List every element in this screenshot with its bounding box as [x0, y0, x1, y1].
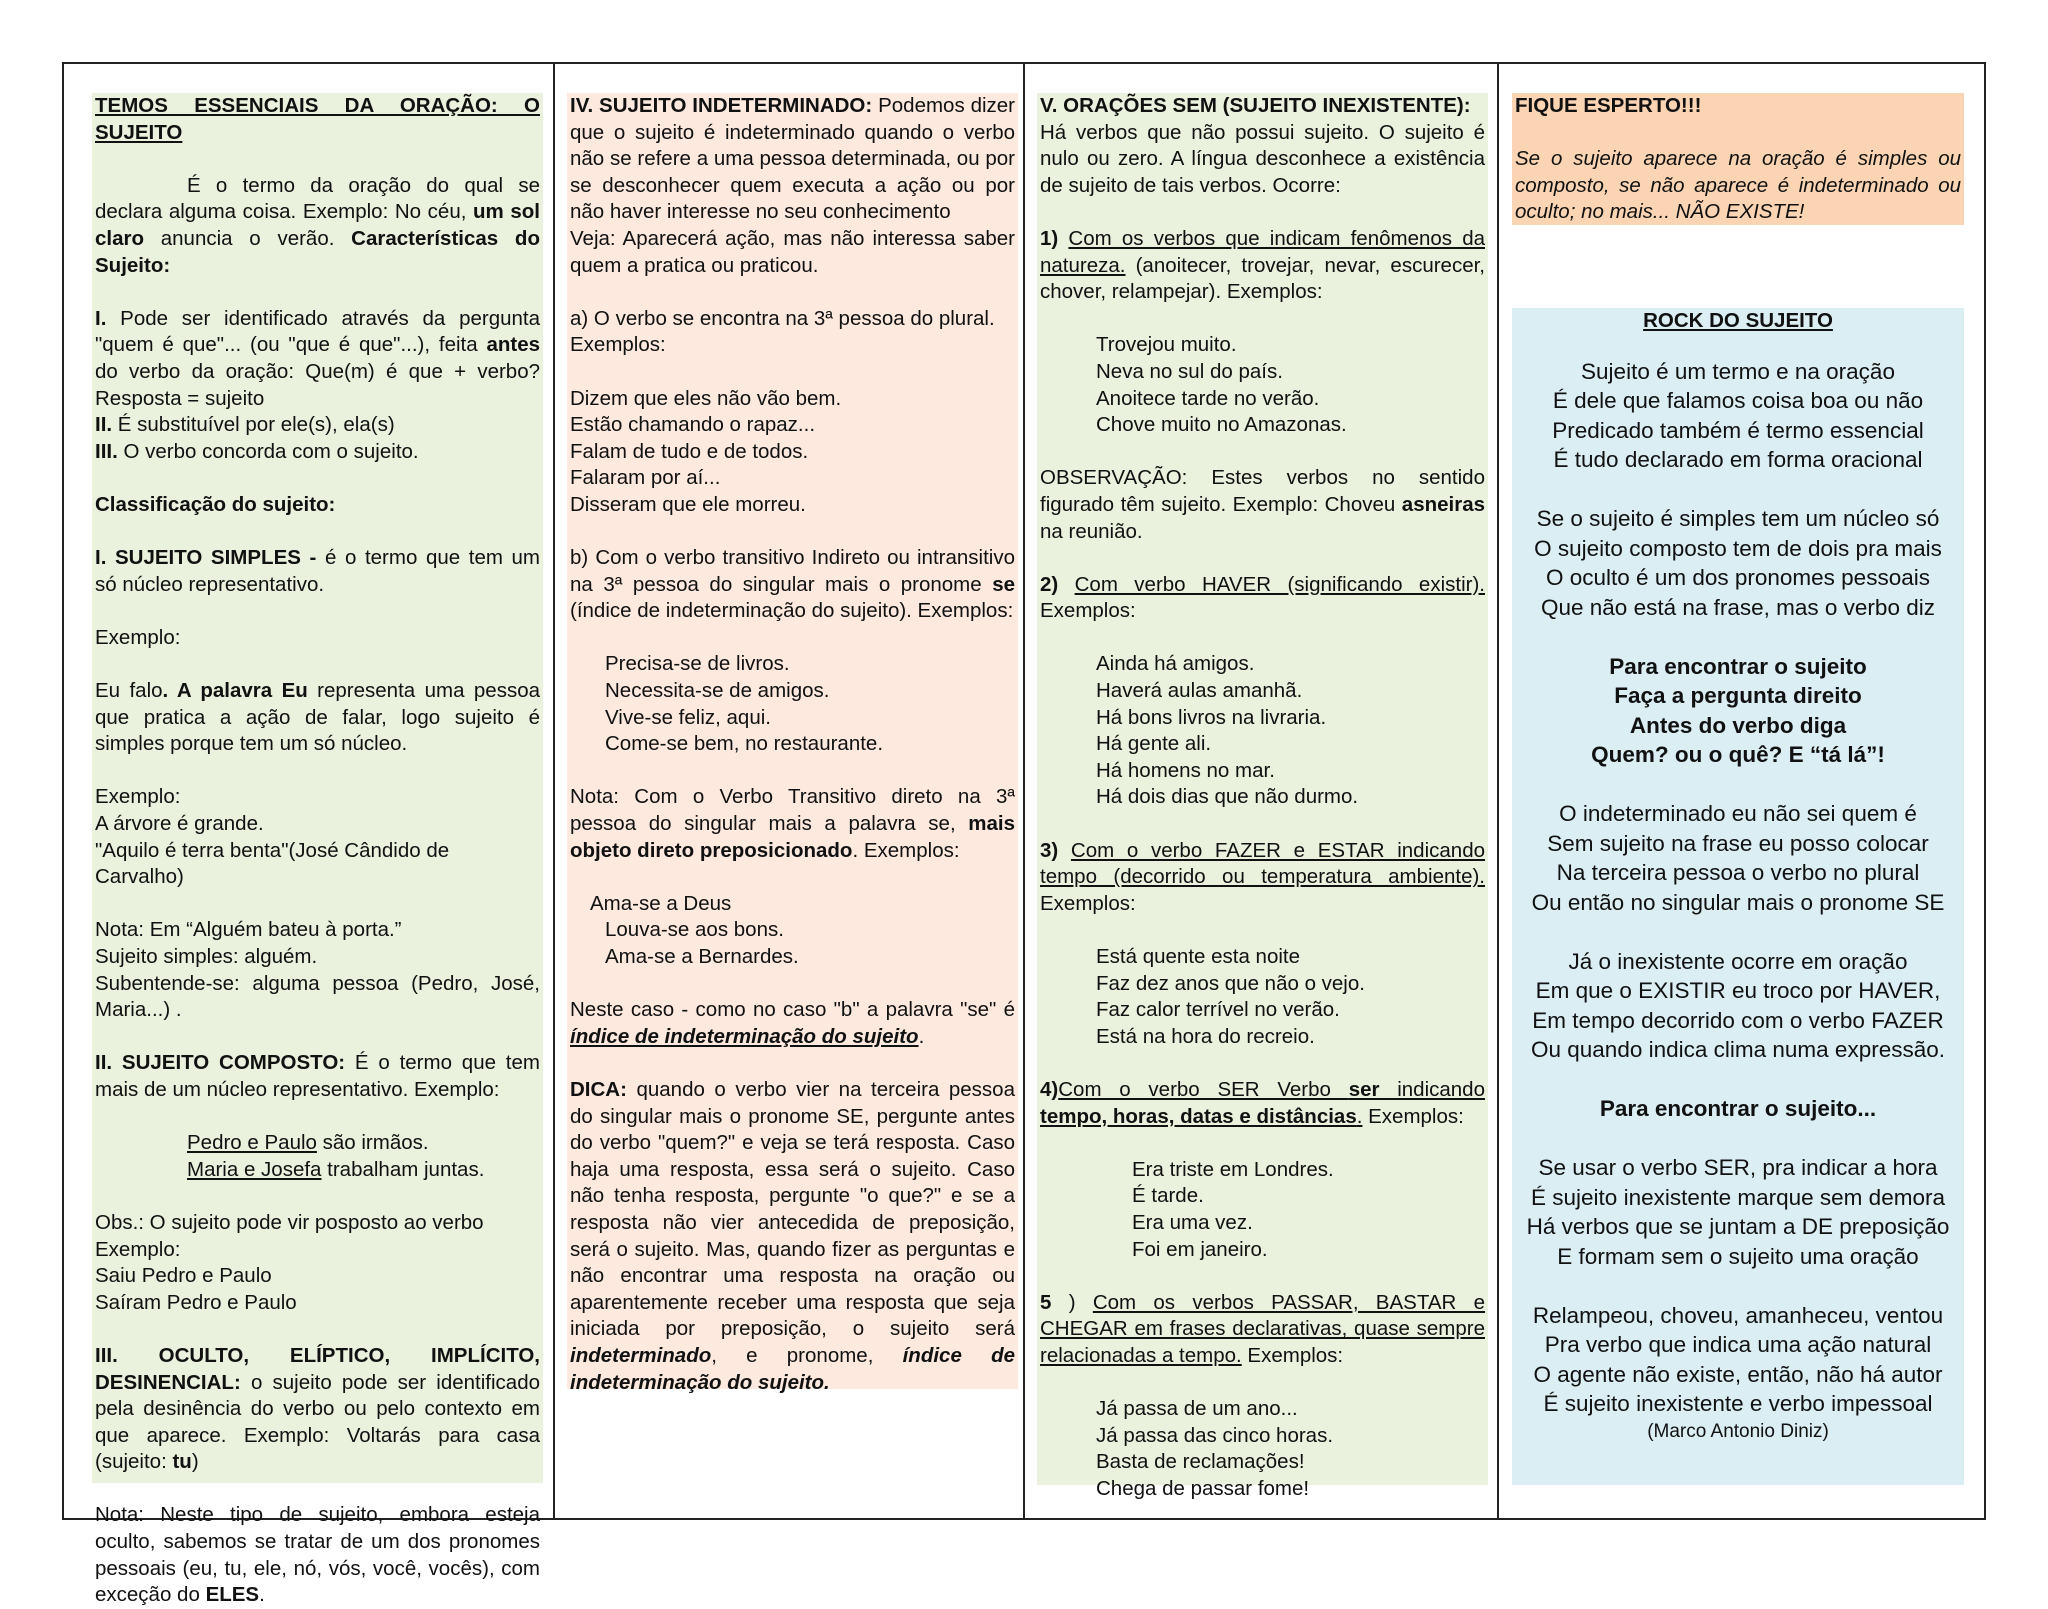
section-title: V. ORAÇÕES SEM (SUJEITO INEXISTENTE):: [1040, 94, 1471, 117]
paragraph: Nota: Neste tipo de sujeito, embora esteja oculto, sabemos se tratar de um dos pronomes pessoais (eu, tu, ele, nó, vós, você, vocês), com exceção do ELES.: [95, 1503, 540, 1607]
column-3-text: [1037, 93, 1488, 1500]
example-line: Chove muito no Amazonas.: [1096, 413, 1347, 437]
example-list: [1040, 651, 1485, 811]
fique-text: Se o sujeito aparece na oração é simples ou composto, se não aparece é indeterminado ou oculto; no mais... NÃO EXISTE!: [1515, 147, 1961, 224]
poem-line: Sem sujeito na frase eu posso colocar: [1547, 830, 1929, 856]
paragraph: Exemplo:: [95, 785, 181, 809]
column-1-text: [92, 93, 543, 1607]
note-line: Subentende-se: alguma pessoa (Pedro, José, Maria...) .: [95, 971, 540, 1022]
poem-line: Quem? ou o quê? E “tá lá”!: [1591, 742, 1885, 768]
poem-line: Para encontrar o sujeito: [1609, 653, 1867, 679]
example-line: Faz calor terrível no verão.: [1096, 998, 1340, 1022]
paragraph: II. SUJEITO COMPOSTO: É o termo que tem mais de um núcleo representativo. Exemplo:: [95, 1051, 540, 1101]
paragraph: 4)Com o verbo SER Verbo ser indicando tempo, horas, datas e distâncias. Exemplos:: [1040, 1077, 1485, 1128]
example-line: Falaram por aí...: [570, 466, 721, 490]
paragraph: É o termo da oração do qual se declara alguma coisa. Exemplo: No céu, um sol claro anuncia o verão. Características do Sujeito:: [95, 173, 540, 277]
example-line: Louva-se aos bons.: [605, 918, 784, 942]
paragraph: III. O verbo concorda com o sujeito.: [95, 439, 419, 463]
example-line: A árvore é grande.: [95, 812, 264, 836]
paragraph: OBSERVAÇÃO: Estes verbos no sentido figurado têm sujeito. Exemplo: Choveu asneiras na reunião.: [1040, 466, 1485, 543]
example-line: Há bons livros na livraria.: [1096, 705, 1327, 729]
poem-line: Em tempo decorrido com o verbo FAZER: [1532, 1007, 1944, 1033]
example-line: Há gente ali.: [1096, 732, 1212, 756]
column-2: [555, 64, 1025, 1518]
paragraph: Obs.: O sujeito pode vir posposto ao verbo: [95, 1210, 484, 1234]
paragraph: I. SUJEITO SIMPLES - é o termo que tem um só núcleo representativo.: [95, 546, 541, 596]
note-line: Sujeito simples: alguém.: [95, 945, 318, 968]
fique-title: FIQUE ESPERTO!!!: [1515, 94, 1702, 117]
poem-line: É sujeito inexistente marque sem demora: [1531, 1184, 1945, 1210]
example-line: Neva no sul do país.: [1096, 359, 1283, 383]
poem-line: O indeterminado eu não sei quem é: [1559, 801, 1917, 827]
fique-esperto-box: [1512, 93, 1964, 225]
example-line: Maria e Josefa trabalham juntas.: [187, 1157, 485, 1181]
paragraph: a) O verbo se encontra na 3ª pessoa do plural. Exemplos:: [570, 306, 995, 357]
example-list: [1040, 944, 1485, 1050]
paragraph: Neste caso - como no caso "b" a palavra "se" é índice de indeterminação do sujeito.: [570, 998, 1015, 1048]
example-line: Ama-se a Deus: [590, 891, 732, 915]
example-line: Saíram Pedro e Paulo: [95, 1290, 297, 1314]
paragraph: b) Com o verbo transitivo Indireto ou intransitivo na 3ª pessoa do singular mais o pronome se (índice de indeterminação do sujeito). Exemplos:: [570, 546, 1015, 623]
paragraph: Veja: Aparecerá ação, mas não interessa saber quem a pratica ou praticou.: [570, 226, 1015, 277]
note-line: Nota: Em “Alguém bateu à porta.”: [95, 918, 402, 942]
example-line: Disseram que ele morreu.: [570, 492, 806, 516]
poem-line: Predicado também é termo essencial: [1552, 417, 1924, 443]
subsection-title: Classificação do sujeito:: [95, 492, 336, 516]
column-3: [1025, 64, 1499, 1518]
paragraph: Nota: Com o Verbo Transitivo direto na 3ª pessoa do singular mais a palavra se, mais objeto direto preposicionado. Exemplos:: [570, 785, 1015, 862]
example-list: [570, 386, 1015, 519]
example-line: Foi em janeiro.: [1132, 1237, 1268, 1261]
poem-line: Pra verbo que indica uma ação natural: [1544, 1332, 1932, 1358]
poem-title: ROCK DO SUJEITO: [1643, 309, 1833, 332]
poem-line: Em que o EXISTIR eu troco por HAVER,: [1535, 978, 1941, 1004]
paragraph: Há verbos que não possui sujeito. O sujeito é nulo ou zero. A língua desconhece a existência de sujeito de tais verbos. Ocorre:: [1040, 120, 1485, 197]
example-line: Está na hora do recreio.: [1096, 1024, 1315, 1048]
example-line: Trovejou muito.: [1096, 333, 1237, 357]
example-line: Há homens no mar.: [1096, 758, 1275, 782]
example-line: Era uma vez.: [1132, 1210, 1253, 1234]
example-line: É tarde.: [1132, 1184, 1204, 1208]
example-list: [1040, 1396, 1485, 1502]
paragraph: IV. SUJEITO INDETERMINADO: Podemos dizer que o sujeito é indeterminado quando o verbo não se refere a uma pessoa determinada, ou por se desconhecer quem executa a ação ou por não haver interesse no seu conhecimento: [570, 94, 1015, 224]
example-line: Necessita-se de amigos.: [605, 679, 830, 703]
poem-line: E formam sem o sujeito uma oração: [1557, 1243, 1919, 1269]
example-line: Já passa de um ano...: [1096, 1397, 1298, 1421]
example-line: Há dois dias que não durmo.: [1096, 785, 1359, 809]
example-line: Faz dez anos que não o vejo.: [1096, 971, 1365, 995]
example-line: Basta de reclamações!: [1096, 1450, 1305, 1474]
poem-line: O oculto é um dos pronomes pessoais: [1546, 565, 1930, 591]
poem-line: Ou quando indica clima numa expressão.: [1531, 1037, 1945, 1063]
example-line: Vive-se feliz, aqui.: [605, 705, 771, 729]
poem-line: Que não está na frase, mas o verbo diz: [1541, 594, 1935, 620]
poem-author: (Marco Antonio Diniz): [1647, 1420, 1829, 1442]
poem-line: Há verbos que se juntam a DE preposição: [1526, 1214, 1950, 1240]
example-line: Chega de passar fome!: [1096, 1476, 1310, 1500]
poem-line: É sujeito inexistente e verbo impessoal: [1543, 1391, 1933, 1417]
example-line: Estão chamando o rapaz...: [570, 413, 816, 437]
paragraph: III. OCULTO, ELÍPTICO, IMPLÍCITO, DESINENCIAL: o sujeito pode ser identificado pela desinência do verbo ou pelo contexto em que aparece. Exemplo: Voltarás para casa (sujeito: tu): [95, 1343, 540, 1474]
example-list: [1040, 1157, 1485, 1263]
example-line: Anoitece tarde no verão.: [1096, 386, 1320, 410]
example-line: Está quente esta noite: [1096, 945, 1301, 968]
poem-stanza: [1515, 357, 1961, 1419]
example-line: Haverá aulas amanhã.: [1096, 679, 1303, 703]
example-list: [1040, 332, 1485, 438]
example-line: Ainda há amigos.: [1096, 652, 1255, 676]
example-list: [570, 917, 1015, 970]
rock-do-sujeito-box: [1512, 308, 1964, 1485]
column-4: [1499, 64, 1986, 1518]
paragraph: I. Pode ser identificado através da pergunta "quem é que"... (ou "que é que"...), feita antes do verbo da oração: Que(m) é que + verbo? Resposta = sujeito: [95, 306, 540, 410]
example-line: Já passa das cinco horas.: [1096, 1423, 1334, 1447]
poem-line: Relampeou, choveu, amanheceu, ventou: [1532, 1302, 1944, 1328]
poem-line: Faça a pergunta direito: [1614, 683, 1862, 709]
poem-line: Antes do verbo diga: [1629, 712, 1847, 738]
column-2-text: [567, 93, 1018, 1394]
trifold-table: [62, 62, 1986, 1607]
paragraph: Eu falo. A palavra Eu representa uma pessoa que pratica a ação de falar, logo sujeito é simples porque tem um só núcleo.: [95, 679, 540, 756]
poem-line: Para encontrar o sujeito...: [1599, 1096, 1877, 1122]
poem-line: Ou então no singular mais o pronome SE: [1531, 889, 1945, 915]
example-line: Dizem que eles não vão bem.: [570, 386, 842, 410]
paragraph: II. É substituível por ele(s), ela(s): [95, 413, 395, 437]
example-list: [570, 651, 1015, 757]
example-line: Precisa-se de livros.: [605, 652, 790, 676]
poem-line: Na terceira pessoa o verbo no plural: [1556, 860, 1920, 886]
section-title: TEMOS ESSENCIAIS DA ORAÇÃO: O SUJEITO: [95, 94, 540, 144]
poem-line: É dele que falamos coisa boa ou não: [1552, 388, 1924, 414]
example-line: Era triste em Londres.: [1132, 1157, 1334, 1181]
paragraph: Exemplo:: [95, 625, 181, 649]
tip-paragraph: DICA: quando o verbo vier na terceira pessoa do singular mais o pronome SE, pergunte antes do verbo "quem?" e veja se terá resposta. Caso haja uma resposta, essa será o sujeito. Caso não tenha resposta, pergunte "o que?" e se a resposta não vier antecedida de preposição, será o sujeito. Mas, quando fizer as perguntas e não encontrar uma resposta na oração ou aparentemente receber uma resposta que seja iniciada por preposição, o sujeito será indeterminado, e pronome, índice de indeterminação do sujeito.: [570, 1077, 1015, 1394]
poem-line: O sujeito composto tem de dois pra mais: [1534, 535, 1942, 561]
paragraph: 2) Com verbo HAVER (significando existir). Exemplos:: [1040, 572, 1485, 623]
poem-line: Já o inexistente ocorre em oração: [1568, 948, 1908, 974]
example-line: Falam de tudo e de todos.: [570, 439, 809, 463]
example-line: Pedro e Paulo são irmãos.: [187, 1131, 429, 1155]
poem-line: Sujeito é um termo e na oração: [1581, 358, 1895, 384]
column-1: [64, 64, 555, 1607]
example-line: Ama-se a Bernardes.: [605, 945, 799, 968]
poem-line: Se o sujeito é simples tem um núcleo só: [1536, 506, 1940, 532]
paragraph: Exemplo:: [95, 1237, 181, 1261]
example-line: Come-se bem, no restaurante.: [605, 732, 884, 756]
poem-line: É tudo declarado em forma oracional: [1553, 447, 1923, 473]
paragraph: 3) Com o verbo FAZER e ESTAR indicando tempo (decorrido ou temperatura ambiente). Exemplos:: [1040, 838, 1485, 915]
example-line: "Aquilo é terra benta"(José Cândido de Carvalho): [95, 838, 450, 889]
paragraph: 5 ) Com os verbos PASSAR, BASTAR e CHEGAR em frases declarativas, quase sempre relacionadas a tempo. Exemplos:: [1040, 1290, 1486, 1367]
poem-line: O agente não existe, então, não há autor: [1533, 1361, 1943, 1387]
paragraph: 1) Com os verbos que indicam fenômenos da natureza. (anoitecer, trovejar, nevar, escurecer, chover, relampejar). Exemplos:: [1040, 226, 1485, 304]
example-line: Saiu Pedro e Paulo: [95, 1264, 272, 1288]
poem-line: Se usar o verbo SER, pra indicar a hora: [1538, 1155, 1938, 1181]
